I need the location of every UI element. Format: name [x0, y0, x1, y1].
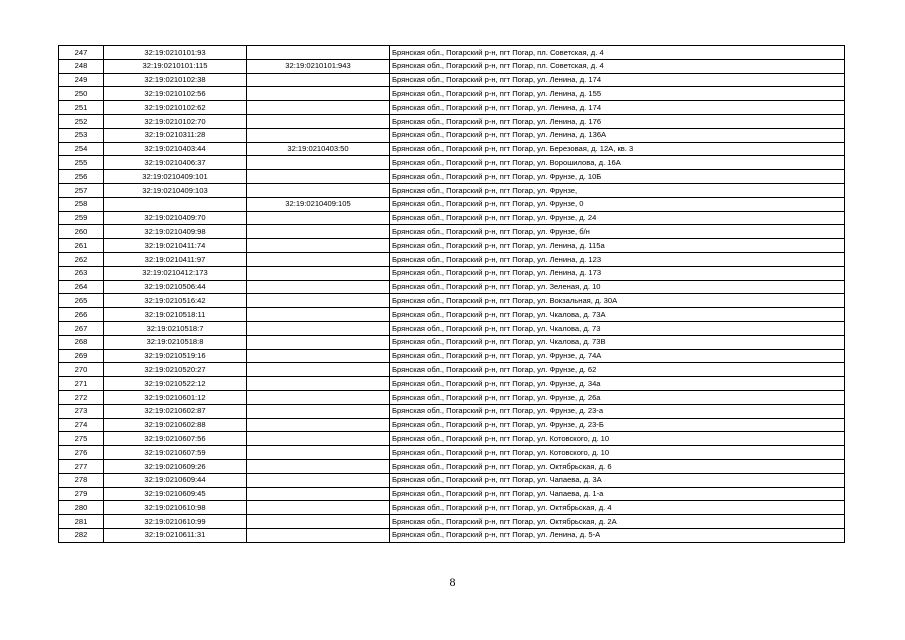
- related-cadastral-number-cell: [247, 446, 390, 460]
- cadastral-number-cell: 32:19:0210610:98: [104, 501, 247, 515]
- address-cell: Брянская обл., Погарский р-н, пгт Погар, ул. Чапаева, д. 1-а: [390, 487, 845, 501]
- table-row: [59, 266, 845, 280]
- address-cell: Брянская обл., Погарский р-н, пгт Погар, ул. Фрунзе, д. 26а: [390, 390, 845, 404]
- row-number-cell: 281: [59, 515, 104, 529]
- related-cadastral-number-cell: [247, 183, 390, 197]
- row-number-cell: 257: [59, 183, 104, 197]
- row-number-cell: 279: [59, 487, 104, 501]
- address-cell: Брянская обл., Погарский р-н, пгт Погар, ул. Октябрьская, д. 4: [390, 501, 845, 515]
- related-cadastral-number-cell: [247, 335, 390, 349]
- row-number-cell: 268: [59, 335, 104, 349]
- row-number-cell: 280: [59, 501, 104, 515]
- cadastral-number-cell: 32:19:0210411:74: [104, 239, 247, 253]
- table-row: [59, 335, 845, 349]
- cadastral-number-cell: 32:19:0210518:8: [104, 335, 247, 349]
- table-row: [59, 73, 845, 87]
- table-row: [59, 321, 845, 335]
- row-number-cell: 258: [59, 197, 104, 211]
- related-cadastral-number-cell: [247, 349, 390, 363]
- address-cell: Брянская обл., Погарский р-н, пгт Погар, ул. Ленина, д. 155: [390, 87, 845, 101]
- row-number-cell: 263: [59, 266, 104, 280]
- row-number-cell: 261: [59, 239, 104, 253]
- row-number-cell: 267: [59, 321, 104, 335]
- cadastral-number-cell: 32:19:0210518:7: [104, 321, 247, 335]
- address-cell: Брянская обл., Погарский р-н, пгт Погар, ул. Фрунзе, 0: [390, 197, 845, 211]
- related-cadastral-number-cell: [247, 418, 390, 432]
- table-row: [59, 225, 845, 239]
- address-cell: Брянская обл., Погарский р-н, пгт Погар, ул. Фрунзе, д. 23-а: [390, 404, 845, 418]
- related-cadastral-number-cell: [247, 239, 390, 253]
- related-cadastral-number-cell: [247, 377, 390, 391]
- row-number-cell: 282: [59, 528, 104, 542]
- table-row: [59, 101, 845, 115]
- cadastral-number-cell: 32:19:0210506:44: [104, 280, 247, 294]
- address-cell: Брянская обл., Погарский р-н, пгт Погар, ул. Ленина, д. 174: [390, 73, 845, 87]
- related-cadastral-number-cell: [247, 101, 390, 115]
- address-cell: Брянская обл., Погарский р-н, пгт Погар, ул. Ворошилова, д. 16А: [390, 156, 845, 170]
- related-cadastral-number-cell: [247, 280, 390, 294]
- row-number-cell: 277: [59, 459, 104, 473]
- cadastral-number-cell: 32:19:0210409:101: [104, 170, 247, 184]
- page-number: 8: [449, 575, 456, 589]
- cadastral-number-cell: 32:19:0210611:31: [104, 528, 247, 542]
- property-table-body: [59, 46, 845, 543]
- related-cadastral-number-cell: [247, 294, 390, 308]
- address-cell: Брянская обл., Погарский р-н, пгт Погар, ул. Ленина, д. 115а: [390, 239, 845, 253]
- address-cell: Брянская обл., Погарский р-н, пгт Погар, ул. Котовского, д. 10: [390, 432, 845, 446]
- address-cell: Брянская обл., Погарский р-н, пгт Погар, ул. Чкалова, д. 73А: [390, 308, 845, 322]
- row-number-cell: 264: [59, 280, 104, 294]
- address-cell: Брянская обл., Погарский р-н, пгт Погар, пл. Советская, д. 4: [390, 59, 845, 73]
- row-number-cell: 251: [59, 101, 104, 115]
- row-number-cell: 275: [59, 432, 104, 446]
- table-row: [59, 239, 845, 253]
- row-number-cell: 252: [59, 114, 104, 128]
- related-cadastral-number-cell: [247, 528, 390, 542]
- related-cadastral-number-cell: [247, 170, 390, 184]
- row-number-cell: 254: [59, 142, 104, 156]
- table-row: [59, 197, 845, 211]
- related-cadastral-number-cell: [247, 515, 390, 529]
- related-cadastral-number-cell: [247, 473, 390, 487]
- related-cadastral-number-cell: [247, 487, 390, 501]
- cadastral-number-cell: 32:19:0210609:26: [104, 459, 247, 473]
- table-row: [59, 46, 845, 60]
- address-cell: Брянская обл., Погарский р-н, пгт Погар, пл. Советская, д. 4: [390, 46, 845, 60]
- row-number-cell: 259: [59, 211, 104, 225]
- related-cadastral-number-cell: [247, 432, 390, 446]
- cadastral-number-cell: 32:19:0210520:27: [104, 363, 247, 377]
- row-number-cell: 272: [59, 390, 104, 404]
- address-cell: Брянская обл., Погарский р-н, пгт Погар, ул. Октябрьская, д. 6: [390, 459, 845, 473]
- related-cadastral-number-cell: [247, 114, 390, 128]
- address-cell: Брянская обл., Погарский р-н, пгт Погар, ул. Чкалова, д. 73: [390, 321, 845, 335]
- table-row: [59, 170, 845, 184]
- related-cadastral-number-cell: [247, 390, 390, 404]
- cadastral-number-cell: 32:19:0210409:70: [104, 211, 247, 225]
- row-number-cell: 276: [59, 446, 104, 460]
- address-cell: Брянская обл., Погарский р-н, пгт Погар, ул. Фрунзе, д. 74А: [390, 349, 845, 363]
- row-number-cell: 266: [59, 308, 104, 322]
- cadastral-number-cell: 32:19:0210102:38: [104, 73, 247, 87]
- address-cell: Брянская обл., Погарский р-н, пгт Погар, ул. Чапаева, д. 3А: [390, 473, 845, 487]
- table-row: [59, 294, 845, 308]
- cadastral-number-cell: 32:19:0210412:173: [104, 266, 247, 280]
- cadastral-number-cell: 32:19:0210607:56: [104, 432, 247, 446]
- table-row: [59, 59, 845, 73]
- address-cell: Брянская обл., Погарский р-н, пгт Погар, ул. Ленина, д. 176: [390, 114, 845, 128]
- table-row: [59, 528, 845, 542]
- related-cadastral-number-cell: 32:19:0210409:105: [247, 197, 390, 211]
- cadastral-number-cell: 32:19:0210102:56: [104, 87, 247, 101]
- row-number-cell: 262: [59, 252, 104, 266]
- table-row: [59, 446, 845, 460]
- table-row: [59, 515, 845, 529]
- cadastral-number-cell: 32:19:0210102:62: [104, 101, 247, 115]
- row-number-cell: 260: [59, 225, 104, 239]
- table-row: [59, 183, 845, 197]
- related-cadastral-number-cell: [247, 266, 390, 280]
- row-number-cell: 255: [59, 156, 104, 170]
- cadastral-number-cell: 32:19:0210602:87: [104, 404, 247, 418]
- related-cadastral-number-cell: [247, 501, 390, 515]
- related-cadastral-number-cell: [247, 252, 390, 266]
- cadastral-number-cell: 32:19:0210409:98: [104, 225, 247, 239]
- related-cadastral-number-cell: [247, 87, 390, 101]
- related-cadastral-number-cell: 32:19:0210101:943: [247, 59, 390, 73]
- row-number-cell: 271: [59, 377, 104, 391]
- related-cadastral-number-cell: [247, 46, 390, 60]
- row-number-cell: 253: [59, 128, 104, 142]
- cadastral-number-cell: 32:19:0210607:59: [104, 446, 247, 460]
- table-row: [59, 363, 845, 377]
- related-cadastral-number-cell: [247, 363, 390, 377]
- table-row: [59, 377, 845, 391]
- related-cadastral-number-cell: [247, 225, 390, 239]
- table-row: [59, 432, 845, 446]
- cadastral-number-cell: 32:19:0210406:37: [104, 156, 247, 170]
- address-cell: Брянская обл., Погарский р-н, пгт Погар, ул. Вокзальная, д. 30А: [390, 294, 845, 308]
- address-cell: Брянская обл., Погарский р-н, пгт Погар, ул. Фрунзе, д. 24: [390, 211, 845, 225]
- row-number-cell: 270: [59, 363, 104, 377]
- table-row: [59, 280, 845, 294]
- table-row: [59, 390, 845, 404]
- address-cell: Брянская обл., Погарский р-н, пгт Погар, ул. Ленина, д. 174: [390, 101, 845, 115]
- table-row: [59, 128, 845, 142]
- row-number-cell: 265: [59, 294, 104, 308]
- row-number-cell: 274: [59, 418, 104, 432]
- address-cell: Брянская обл., Погарский р-н, пгт Погар, ул. Фрунзе, д. 34а: [390, 377, 845, 391]
- cadastral-number-cell: 32:19:0210609:45: [104, 487, 247, 501]
- table-row: [59, 156, 845, 170]
- address-cell: Брянская обл., Погарский р-н, пгт Погар, ул. Ленина, д. 123: [390, 252, 845, 266]
- cadastral-number-cell: 32:19:0210311:28: [104, 128, 247, 142]
- row-number-cell: 256: [59, 170, 104, 184]
- row-number-cell: 249: [59, 73, 104, 87]
- address-cell: Брянская обл., Погарский р-н, пгт Погар, ул. Ленина, д. 5-А: [390, 528, 845, 542]
- related-cadastral-number-cell: [247, 211, 390, 225]
- cadastral-number-cell: 32:19:0210519:16: [104, 349, 247, 363]
- table-row: [59, 252, 845, 266]
- table-row: [59, 404, 845, 418]
- row-number-cell: 269: [59, 349, 104, 363]
- cadastral-number-cell: 32:19:0210518:11: [104, 308, 247, 322]
- address-cell: Брянская обл., Погарский р-н, пгт Погар, ул. Зеленая, д. 10: [390, 280, 845, 294]
- related-cadastral-number-cell: [247, 459, 390, 473]
- address-cell: Брянская обл., Погарский р-н, пгт Погар, ул. Ленина, д. 173: [390, 266, 845, 280]
- table-row: [59, 308, 845, 322]
- row-number-cell: 273: [59, 404, 104, 418]
- cadastral-number-cell: 32:19:0210411:97: [104, 252, 247, 266]
- address-cell: Брянская обл., Погарский р-н, пгт Погар, ул. Фрунзе, д. 62: [390, 363, 845, 377]
- address-cell: Брянская обл., Погарский р-н, пгт Погар, ул. Березовая, д. 12А, кв. 3: [390, 142, 845, 156]
- related-cadastral-number-cell: [247, 321, 390, 335]
- address-cell: Брянская обл., Погарский р-н, пгт Погар, ул. Фрунзе, д. 10Б: [390, 170, 845, 184]
- table-row: [59, 487, 845, 501]
- address-cell: Брянская обл., Погарский р-н, пгт Погар, ул. Октябрьская, д. 2А: [390, 515, 845, 529]
- cadastral-number-cell: 32:19:0210602:88: [104, 418, 247, 432]
- table-row: [59, 473, 845, 487]
- address-cell: Брянская обл., Погарский р-н, пгт Погар, ул. Ленина, д. 136А: [390, 128, 845, 142]
- table-row: [59, 142, 845, 156]
- address-cell: Брянская обл., Погарский р-н, пгт Погар, ул. Чкалова, д. 73В: [390, 335, 845, 349]
- address-cell: Брянская обл., Погарский р-н, пгт Погар, ул. Фрунзе,: [390, 183, 845, 197]
- related-cadastral-number-cell: [247, 128, 390, 142]
- address-cell: Брянская обл., Погарский р-н, пгт Погар, ул. Фрунзе, б/н: [390, 225, 845, 239]
- cadastral-number-cell: 32:19:0210609:44: [104, 473, 247, 487]
- row-number-cell: 248: [59, 59, 104, 73]
- related-cadastral-number-cell: [247, 404, 390, 418]
- table-row: [59, 114, 845, 128]
- cadastral-number-cell: 32:19:0210101:115: [104, 59, 247, 73]
- cadastral-number-cell: [104, 197, 247, 211]
- related-cadastral-number-cell: 32:19:0210403:50: [247, 142, 390, 156]
- cadastral-number-cell: 32:19:0210102:70: [104, 114, 247, 128]
- cadastral-number-cell: 32:19:0210516:42: [104, 294, 247, 308]
- cadastral-number-cell: 32:19:0210403:44: [104, 142, 247, 156]
- cadastral-number-cell: 32:19:0210610:99: [104, 515, 247, 529]
- property-table: [58, 45, 845, 543]
- cadastral-number-cell: 32:19:0210409:103: [104, 183, 247, 197]
- table-row: [59, 501, 845, 515]
- row-number-cell: 247: [59, 46, 104, 60]
- table-row: [59, 87, 845, 101]
- related-cadastral-number-cell: [247, 73, 390, 87]
- table-row: [59, 349, 845, 363]
- table-row: [59, 418, 845, 432]
- related-cadastral-number-cell: [247, 308, 390, 322]
- related-cadastral-number-cell: [247, 156, 390, 170]
- address-cell: Брянская обл., Погарский р-н, пгт Погар, ул. Фрунзе, д. 23-Б: [390, 418, 845, 432]
- table-row: [59, 459, 845, 473]
- cadastral-number-cell: 32:19:0210601:12: [104, 390, 247, 404]
- cadastral-number-cell: 32:19:0210522:12: [104, 377, 247, 391]
- table-row: [59, 211, 845, 225]
- cadastral-number-cell: 32:19:0210101:93: [104, 46, 247, 60]
- address-cell: Брянская обл., Погарский р-н, пгт Погар, ул. Котовского, д. 10: [390, 446, 845, 460]
- row-number-cell: 250: [59, 87, 104, 101]
- row-number-cell: 278: [59, 473, 104, 487]
